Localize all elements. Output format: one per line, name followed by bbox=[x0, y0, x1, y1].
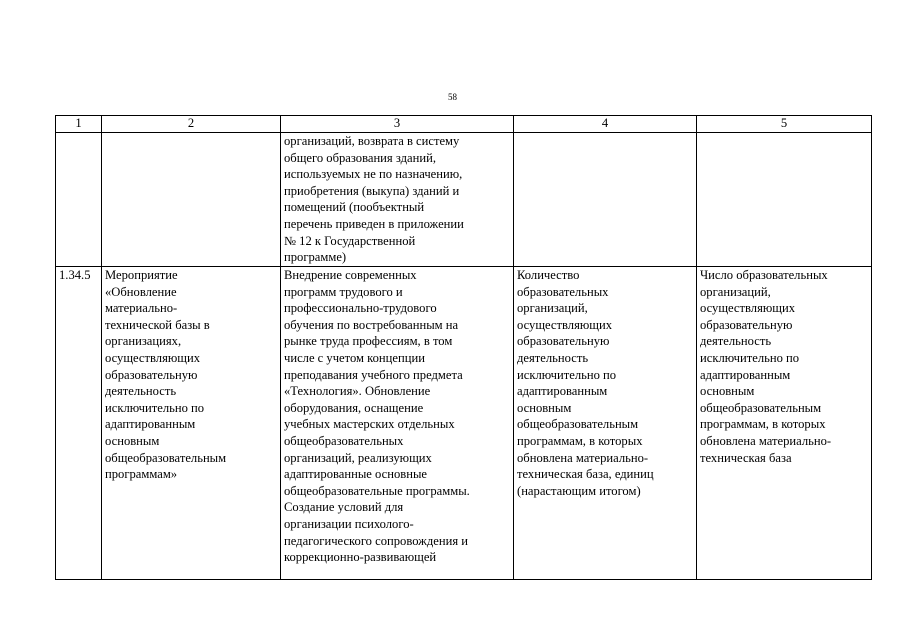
column-header-2: 2 bbox=[102, 116, 281, 133]
indicator-text: Количество образовательных организаций, осуществляющих образовательную деятельность исключительно по адаптированным основным общеобразовательным программам, в которых обновлена материально- техническая база, единиц (нарастающим итогом) bbox=[517, 268, 654, 498]
measure-name-text: Мероприятие «Обновление материально- технической базы в организациях, осуществляющих образовательную деятельность исключительно по адаптированным основным общеобразовательным программам» bbox=[105, 268, 227, 482]
cell-result bbox=[697, 267, 872, 580]
column-header-5: 5 bbox=[697, 116, 872, 133]
measure-description-text: Внедрение современных программ трудового и профессионально-трудового обучения по востребованным на рынке труда профессиям, в том числе с учетом концепции преподавания учебного предмета «Технология». Обновление оборудования, оснащение учебных мастерских отдельных общеобразовательных организаций, реализующих адаптированные основные общеобразовательные программы. Создание условий для организации психолого- педагогического сопровождения и коррекционно-развивающей bbox=[284, 268, 470, 565]
result-text: Число образовательных организаций, осуществляющих образовательную деятельность исключительно по адаптированным основным общеобразовательным программам, в которых обновлена материально- техническая база bbox=[700, 268, 832, 465]
table-row-1-34-5 bbox=[56, 267, 872, 580]
page-number: 58 bbox=[448, 92, 457, 102]
column-header-1: 1 bbox=[56, 116, 102, 133]
cell-description bbox=[281, 133, 514, 267]
cell-measure bbox=[102, 267, 281, 580]
column-header-4: 4 bbox=[514, 116, 697, 133]
column-header-3: 3 bbox=[281, 116, 514, 133]
cell-indicator bbox=[514, 133, 697, 267]
cell-number bbox=[56, 133, 102, 267]
cell-description bbox=[281, 267, 514, 580]
item-number-text: 1.34.5 bbox=[59, 268, 91, 282]
table-row-continuation bbox=[56, 133, 872, 267]
table-header-row bbox=[56, 116, 872, 133]
cell-indicator bbox=[514, 267, 697, 580]
document-table bbox=[55, 115, 872, 580]
cell-measure bbox=[102, 133, 281, 267]
cell-result bbox=[697, 133, 872, 267]
continuation-description-text: организаций, возврата в систему общего образования зданий, используемых не по назначению, приобретения (выкупа) зданий и помещений (пообъектный перечень приведен в приложении № 12 к Государственной программе) bbox=[284, 134, 464, 265]
cell-number bbox=[56, 267, 102, 580]
